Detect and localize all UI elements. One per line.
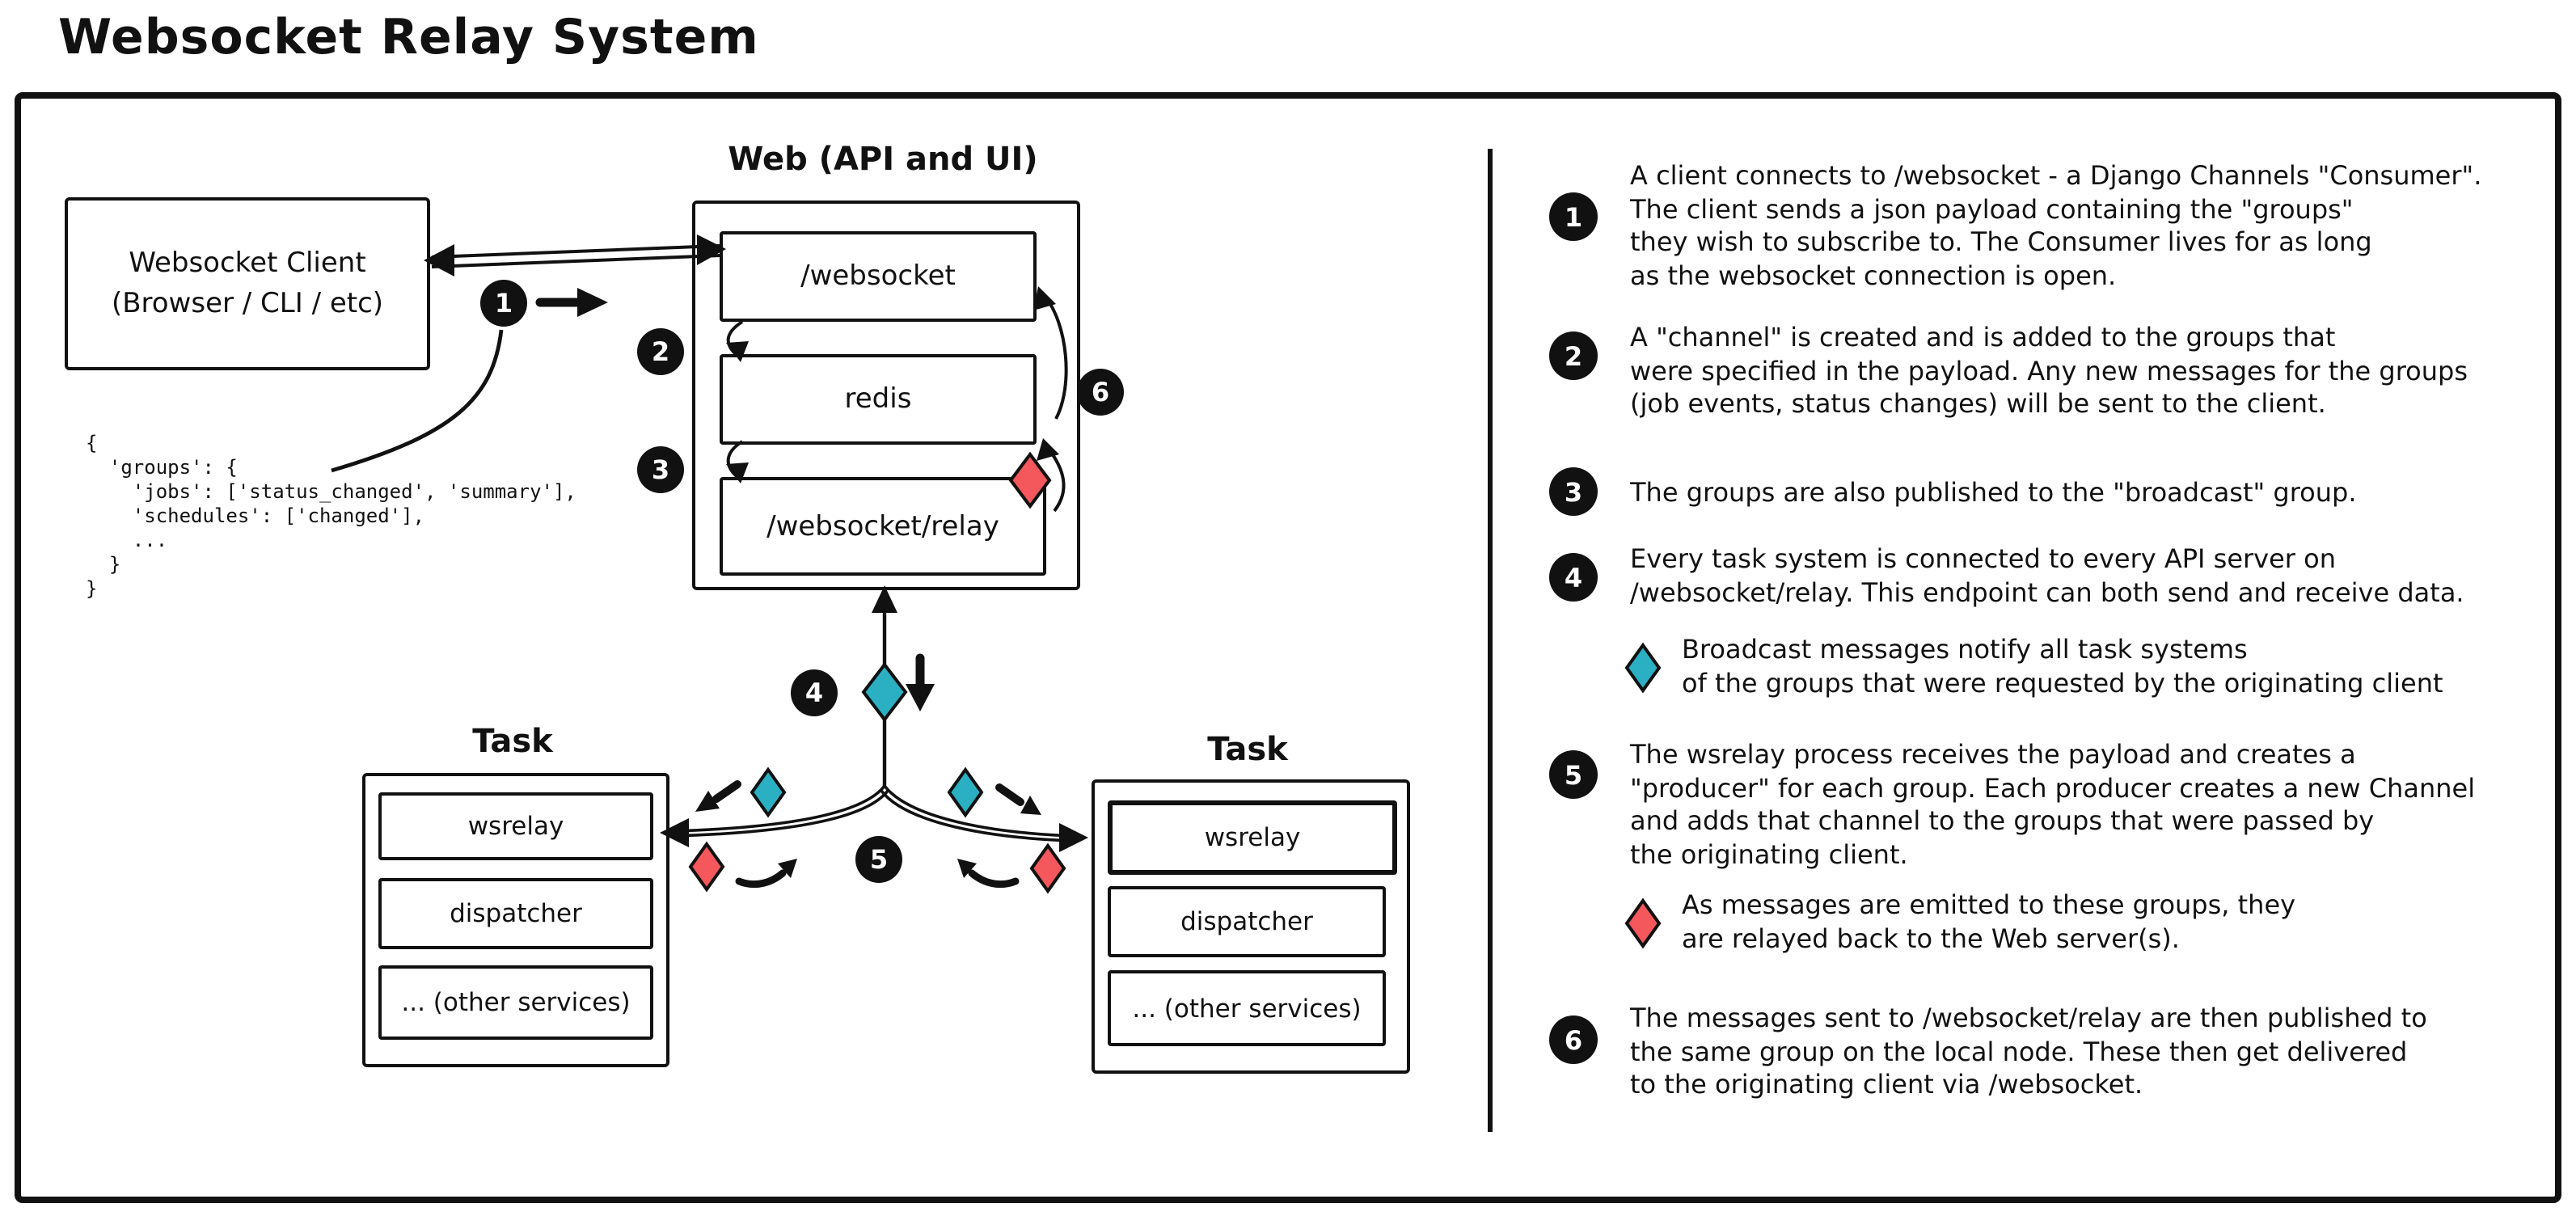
step-badge-3: 3 bbox=[637, 446, 684, 493]
note-line: Broadcast messages notify all task systems bbox=[1682, 634, 2248, 665]
annotation-badge-1: 1 bbox=[1549, 192, 1598, 241]
task-left-other-services: ... (other services) bbox=[378, 965, 653, 1040]
annotation-line: the same group on the local node. These then get delivered bbox=[1630, 1036, 2408, 1066]
code-line: 'schedules': ['changed'], bbox=[86, 505, 425, 527]
task-left-dispatcher: dispatcher bbox=[378, 878, 653, 949]
payload-code-block bbox=[86, 432, 576, 602]
step-badge-4: 4 bbox=[791, 669, 838, 716]
relay-legend-note bbox=[1682, 889, 2295, 956]
websocket-client-box bbox=[65, 197, 430, 370]
code-line: } bbox=[86, 577, 98, 600]
task-right-other-services: ... (other services) bbox=[1108, 970, 1386, 1046]
annotation-line: The messages sent to /websocket/relay are then published to bbox=[1630, 1003, 2427, 1033]
code-line: } bbox=[86, 553, 121, 576]
annotation-2 bbox=[1630, 322, 2468, 421]
annotation-line: Every task system is connected to every API server on bbox=[1630, 543, 2336, 574]
annotation-line: A client connects to /websocket - a Django Channels "Consumer". bbox=[1630, 160, 2482, 191]
step-badge-6: 6 bbox=[1077, 369, 1124, 416]
node-redis: redis bbox=[720, 354, 1037, 445]
annotation-3 bbox=[1630, 477, 2357, 510]
annotation-line: The client sends a json payload containing the "groups" bbox=[1630, 193, 2354, 224]
annotation-line: the originating client. bbox=[1630, 838, 1908, 869]
node-websocket: /websocket bbox=[720, 231, 1037, 322]
annotation-badge-2: 2 bbox=[1549, 331, 1598, 380]
page-title: Websocket Relay System bbox=[58, 10, 759, 66]
annotation-badge-5: 5 bbox=[1549, 750, 1598, 799]
client-label-line1: Websocket Client bbox=[129, 247, 366, 279]
annotation-line: /websocket/relay. This endpoint can both send and receive data. bbox=[1630, 576, 2464, 607]
client-label-line2: (Browser / CLI / etc) bbox=[111, 287, 384, 319]
annotation-badge-4: 4 bbox=[1549, 553, 1598, 602]
note-line: are relayed back to the Web server(s). bbox=[1682, 923, 2180, 953]
code-line: ... bbox=[86, 529, 168, 551]
web-group-label: Web (API and UI) bbox=[728, 139, 1038, 178]
annotation-badge-3: 3 bbox=[1549, 467, 1598, 516]
task-right-dispatcher: dispatcher bbox=[1108, 886, 1386, 957]
annotation-line: "producer" for each group. Each producer creates a new Channel bbox=[1630, 772, 2476, 803]
annotation-line: A "channel" is created and is added to the groups that bbox=[1630, 322, 2336, 353]
broadcast-legend-note bbox=[1682, 634, 2443, 700]
annotation-line: and adds that channel to the groups that were passed by bbox=[1630, 805, 2375, 836]
task-right-wsrelay: wsrelay bbox=[1108, 800, 1397, 875]
task-left-label: Task bbox=[472, 721, 553, 760]
annotation-1 bbox=[1630, 160, 2481, 293]
note-line: As messages are emitted to these groups, they bbox=[1682, 889, 2296, 920]
annotation-line: they wish to subscribe to. The Consumer lives for as long bbox=[1630, 226, 2372, 257]
annotation-line: (job events, status changes) will be sent to the client. bbox=[1630, 388, 2326, 419]
annotation-line: were specified in the payload. Any new messages for the groups bbox=[1630, 355, 2468, 386]
code-line: { bbox=[86, 432, 98, 454]
annotation-4 bbox=[1630, 543, 2464, 610]
task-right-label: Task bbox=[1207, 729, 1288, 768]
annotation-line: The groups are also published to the "broadcast" group. bbox=[1630, 477, 2357, 508]
annotation-line: The wsrelay process receives the payload and creates a bbox=[1630, 739, 2356, 770]
task-left-wsrelay: wsrelay bbox=[378, 792, 653, 860]
step-badge-1: 1 bbox=[480, 280, 527, 327]
panel-divider bbox=[1488, 149, 1492, 1132]
code-line: 'groups': { bbox=[86, 456, 238, 479]
step-badge-2: 2 bbox=[637, 328, 684, 375]
note-line: of the groups that were requested by the originating client bbox=[1682, 667, 2443, 698]
annotation-line: to the originating client via /websocket. bbox=[1630, 1069, 2143, 1100]
code-line: 'jobs': ['status_changed', 'summary'], bbox=[86, 480, 576, 503]
annotation-line: as the websocket connection is open. bbox=[1630, 260, 2117, 290]
annotation-badge-6: 6 bbox=[1549, 1015, 1598, 1064]
annotation-5 bbox=[1630, 739, 2475, 872]
node-websocket-relay: /websocket/relay bbox=[720, 477, 1046, 576]
step-badge-5: 5 bbox=[855, 836, 902, 883]
annotation-6 bbox=[1630, 1003, 2427, 1102]
